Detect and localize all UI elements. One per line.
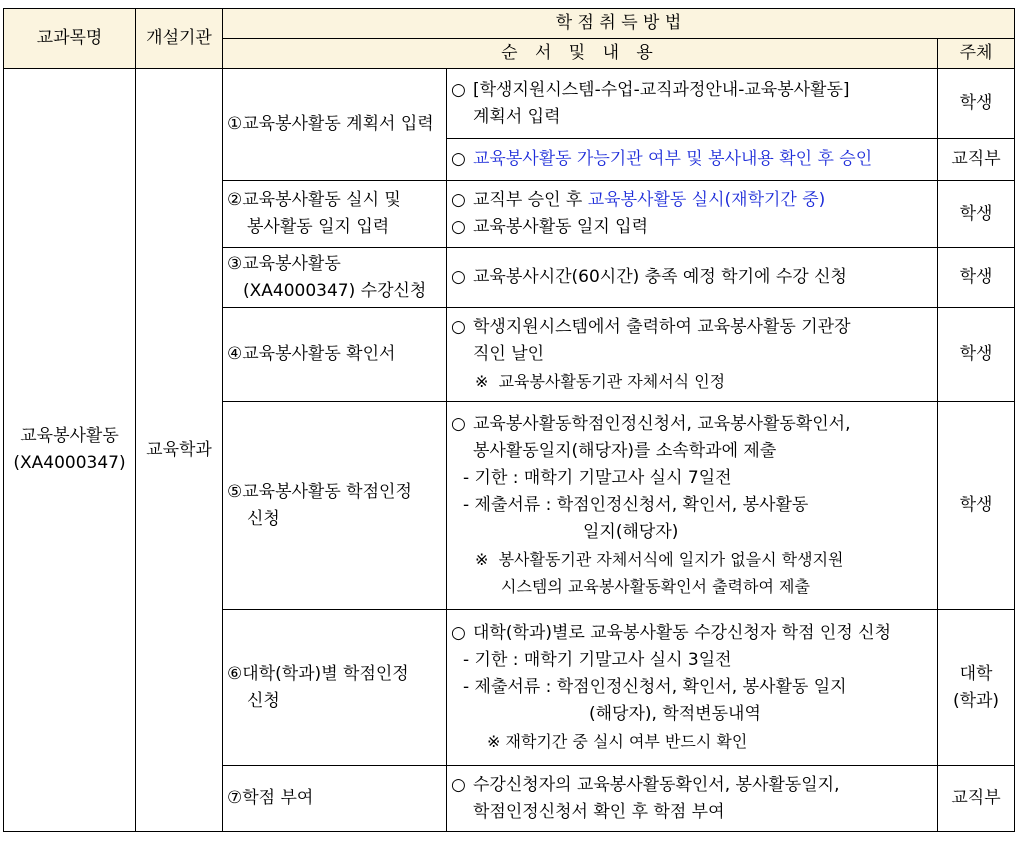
step2-actor: 학생 (938, 181, 1015, 248)
subject-name: 교육봉사활동 (20, 426, 119, 446)
step7-l2: 학점인정신청서 확인 후 학점 부여 (473, 801, 725, 822)
header-method: 학 점 취 득 방 법 (223, 9, 1015, 39)
step3-content (447, 248, 938, 308)
step1-a-text: [학생지원시스템-수업-교직과정안내-교육봉사활동] (473, 79, 850, 100)
step6-title-l2: 신청 (247, 690, 280, 711)
step5-content (447, 402, 938, 610)
step5-title-l1: ⑤교육봉사활동 학점인정 (227, 481, 412, 502)
step6-d2: - 제출서류 : 학점인정신청서, 확인서, 봉사활동 일지 (463, 677, 847, 697)
note-mark-icon: ※ (475, 372, 489, 391)
step2-title (223, 181, 447, 248)
step6-actor-l2: (학과) (952, 690, 1000, 711)
step6-title-l1: ⑥대학(학과)별 학점인정 (227, 663, 409, 684)
step5-d2: - 제출서류 : 학점인정신청서, 확인서, 봉사활동 (463, 495, 809, 515)
note-mark-icon: ※ (487, 732, 501, 751)
bullet-icon: ○ (451, 623, 466, 643)
header-steps (223, 39, 938, 69)
step1-actor-b: 교직부 (938, 139, 1015, 181)
step5-d2b: 일지(해당자) (583, 522, 679, 542)
step6-l1: 대학(학과)별로 교육봉사활동 수강신청자 학점 인정 신청 (473, 623, 891, 643)
step5-actor: 학생 (938, 402, 1015, 610)
header-org: 개설기관 (136, 9, 223, 69)
step1-content-a (447, 69, 938, 139)
org-cell: 교육학과 (136, 69, 223, 832)
step5-title (223, 402, 447, 610)
step3-title (223, 248, 447, 308)
step5-d1: - 기한 : 매학기 기말고사 실시 7일전 (463, 468, 732, 488)
bullet-icon: ○ (451, 149, 466, 169)
step6-d1: - 기한 : 매학기 기말고사 실시 3일전 (463, 650, 732, 670)
step5-title-l2: 신청 (247, 508, 280, 529)
step2-content (447, 181, 938, 248)
step2-l1-black: 교직부 승인 후 (473, 190, 588, 210)
step4-title: ④교육봉사활동 확인서 (223, 308, 447, 402)
step1-b-text: 교육봉사활동 가능기관 여부 및 봉사내용 확인 후 승인 (473, 149, 873, 169)
step4-actor: 학생 (938, 308, 1015, 402)
credit-method-table (3, 8, 1015, 832)
step2-l2: 교육봉사활동 일지 입력 (473, 217, 649, 237)
step2-title-l2: 봉사활동 일지 입력 (247, 217, 390, 237)
step1-actor-a: 학생 (938, 69, 1015, 139)
step5-l1: 교육봉사활동학점인정신청서, 교육봉사활동확인서, (473, 414, 851, 434)
step2-l1-blue: 교육봉사활동 실시(재학기간 중) (587, 190, 826, 210)
header-actor: 주체 (938, 39, 1015, 69)
subject-cell (4, 69, 136, 832)
step6-actor-l1: 대학 (959, 663, 993, 684)
step3-actor: 학생 (938, 248, 1015, 308)
step5-note-l2: 시스템의 교육봉사활동확인서 출력하여 제출 (501, 577, 810, 596)
step4-content (447, 308, 938, 402)
step4-l1: 학생지원시스템에서 출력하여 교육봉사활동 기관장 (473, 317, 851, 337)
step2-title-l1: ②교육봉사활동 실시 및 (227, 190, 401, 210)
header-steps-text: 순 서 및 내 용 (501, 43, 659, 63)
step6-d2b: (해당자), 학적변동내역 (589, 704, 761, 724)
step6-content (447, 610, 938, 766)
step7-title: ⑦학점 부여 (223, 766, 447, 832)
step6-note: 재학기간 중 실시 여부 반드시 확인 (505, 732, 748, 751)
bullet-icon: ○ (451, 414, 466, 434)
step5-l2: 봉사활동일지(해당자)를 소속학과에 제출 (473, 441, 777, 461)
bullet-icon: ○ (451, 217, 466, 237)
step4-l2: 직인 날인 (473, 344, 545, 364)
note-mark-icon: ※ (475, 550, 489, 569)
step6-actor (938, 610, 1015, 766)
bullet-icon: ○ (451, 79, 466, 100)
step1-content-b (447, 139, 938, 181)
bullet-icon: ○ (451, 774, 466, 795)
header-subject: 교과목명 (4, 9, 136, 69)
step3-title-l1: ③교육봉사활동 (227, 253, 341, 274)
step7-l1: 수강신청자의 교육봉사활동확인서, 봉사활동일지, (473, 774, 840, 795)
step7-content (447, 766, 938, 832)
step3-text: 교육봉사시간(60시간) 충족 예정 학기에 수강 신청 (473, 267, 847, 287)
step5-note-l1: 봉사활동기관 자체서식에 일지가 없을시 학생지원 (498, 550, 844, 569)
step1-title: ①교육봉사활동 계획서 입력 (223, 69, 447, 181)
step1-a-cont: 계획서 입력 (473, 106, 561, 127)
step3-title-l2: (XA4000347) 수강신청 (243, 280, 427, 301)
bullet-icon: ○ (451, 317, 466, 337)
step6-title (223, 610, 447, 766)
bullet-icon: ○ (451, 267, 466, 287)
step4-note: 교육봉사활동기관 자체서식 인정 (498, 372, 726, 391)
step7-actor: 교직부 (938, 766, 1015, 832)
bullet-icon: ○ (451, 190, 466, 210)
subject-code: (XA4000347) (13, 453, 126, 473)
